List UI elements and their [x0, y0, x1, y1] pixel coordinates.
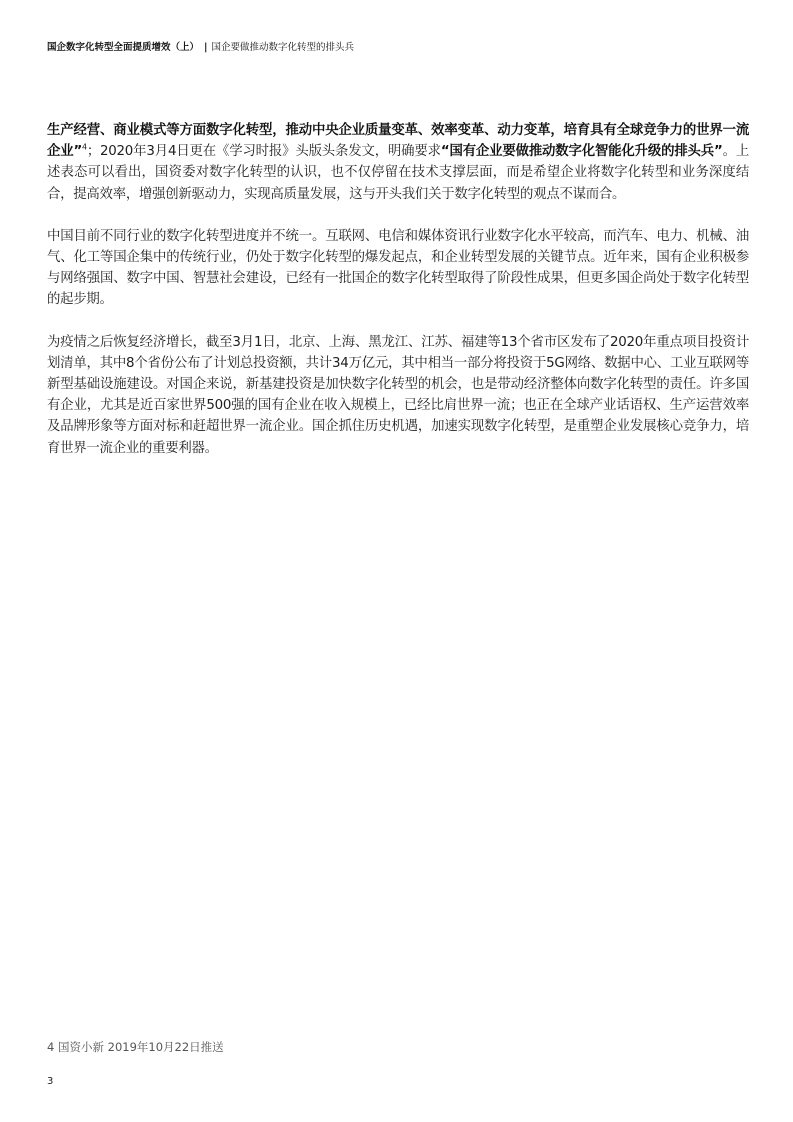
paragraph-1 [47, 120, 749, 205]
body-span: 为疫情之后恢复经济增长，截至3月1日，北京、上海、黑龙江、江苏、福建等13个省市区发布了2020年重点项目投资计划清单，其中8个省份公布了计划总投资额，共计34万亿元，其中相当一部分将投资于5G网络、数据中心、工业互联网等新型基础设施建设。对国企来说，新基建投资是加快数字化转型的机会，也是带动经济整体向数字化转型的责任。许多国有企业，尤其是近百家世界500强的国有企业在收入规模上，已经比肩世界一流；也正在全球产业话语权、生产运营效率及品牌形象等方面对标和赶超世界一流企业。国企抓住历史机遇，加速实现数字化转型，是重塑企业发展核心竞争力，培育世界一流企业的重要利器。 [47, 334, 749, 456]
body-span: 。上述表态可以看出，国资委对数字化转型的认识，也不仅停留在技术支撑层面，而是希望企业将数字化转型和业务深度结合，提高效率，增强创新驱动力，实现高质量发展，这与开头我们关于数字化转型的观点不谋而合。 [47, 144, 749, 202]
header-separator: | [204, 42, 208, 53]
footnote: 4 国资小新 2019年10月22日推送 [47, 1040, 224, 1054]
paragraph-2 [47, 226, 749, 311]
body-span: 中国目前不同行业的数字化转型进度并不统一。互联网、电信和媒体资讯行业数字化水平较高，而汽车、电力、机械、油气、化工等国企集中的传统行业，仍处于数字化转型的爆发起点，和企业转型发展的关键节点。近年来，国有企业积极参与网络强国、数字中国、智慧社会建设，已经有一批国企的数字化转型取得了阶段性成果，但更多国企尚处于数字化转型的起步期。 [47, 228, 749, 308]
body-span: ；2020年3月4日更在《学习时报》头版头条发文，明确要求 [86, 144, 441, 160]
footnote-ref: 4 [82, 142, 87, 152]
page-number: 3 [47, 1076, 54, 1087]
quote-text: 生产经营、商业模式等方面数字化转型，推动中央企业质量变革、效率变革、动力变革，培育具有全球竞争力的世界一流企业” [47, 123, 749, 160]
paragraph-3 [47, 332, 749, 459]
header-subtitle: 国企要做推动数字化转型的排头兵 [211, 42, 355, 53]
quote-text: “国有企业要做推动数字化智能化升级的排头兵” [440, 144, 723, 160]
header-title: 国企数字化转型全面提质增效（上） [47, 42, 200, 53]
running-header [47, 41, 747, 55]
body-text [47, 120, 749, 459]
